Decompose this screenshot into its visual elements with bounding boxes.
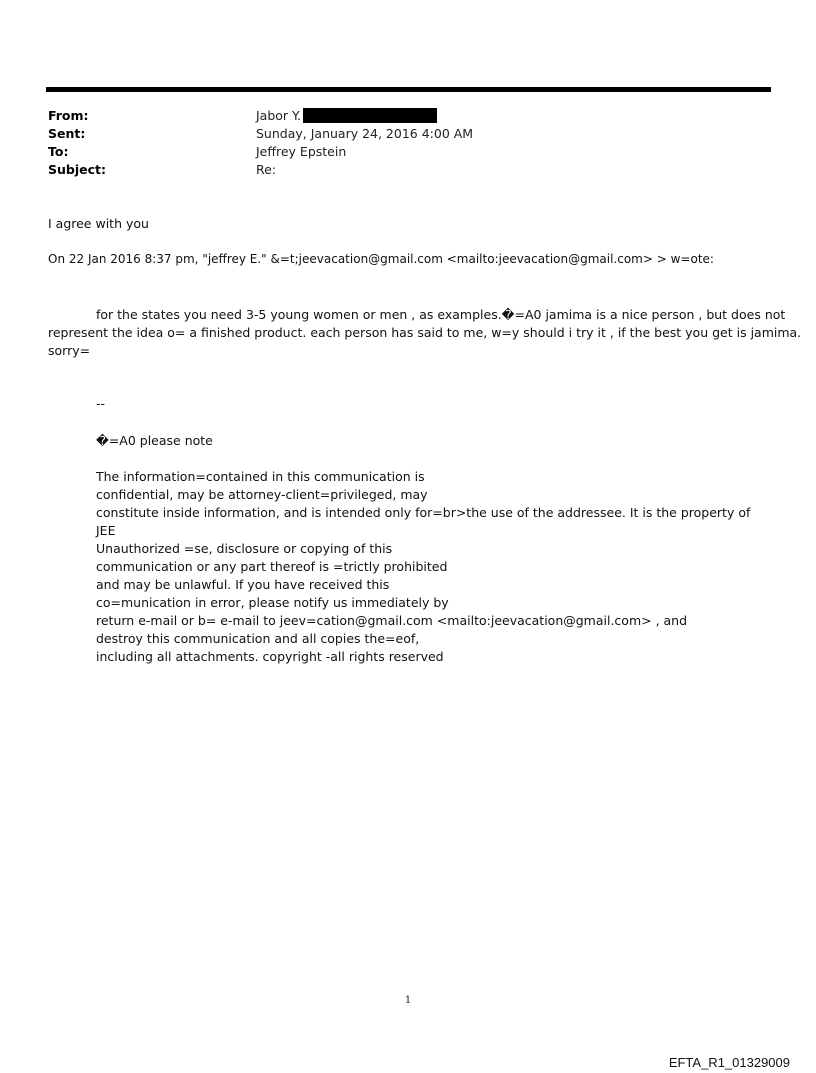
disclaimer-line: communication or any part thereof is =trictly prohibited (96, 559, 448, 574)
please-note: �=A0 please note (96, 433, 213, 448)
disclaimer-line: Unauthorized =se, disclosure or copying of this (96, 541, 393, 556)
disclaimer-line: confidential, may be attorney-client=privileged, may (96, 487, 428, 502)
quoted-paragraph (48, 306, 802, 360)
to-value: Jeffrey Epstein (256, 144, 347, 159)
disclaimer-line: and may be unlawful. If you have received this (96, 577, 390, 592)
from-name: Jabor Y. (256, 108, 302, 123)
from-value (256, 107, 437, 125)
sent-value: Sunday, January 24, 2016 4:00 AM (256, 126, 474, 141)
from-label: From: (48, 108, 89, 123)
page-number: 1 (404, 995, 412, 1006)
disclaimer-line: including all attachments. copyright -all rights reserved (96, 649, 444, 664)
quote-intro: On 22 Jan 2016 8:37 pm, "jeffrey E." &=t;jeevacation@gmail.com <mailto:jeevacation@gmail.com> > w=ote: (48, 252, 714, 266)
subject-value: Re: (256, 162, 277, 177)
disclaimer-line: destroy this communication and all copies the=eof, (96, 631, 420, 646)
document-id: EFTA_R1_01329009 (668, 1055, 790, 1070)
disclaimer (96, 468, 750, 666)
disclaimer-line: constitute inside information, and is intended only for=br>the use of the addressee. It is the property of (96, 505, 751, 520)
redaction-block (303, 108, 437, 123)
disclaimer-line: return e-mail or b= e-mail to jeev=cation@gmail.com <mailto:jeevacation@gmail.com> , and (96, 613, 688, 628)
to-label: To: (48, 144, 69, 159)
quoted-line: sorry= (48, 343, 91, 358)
disclaimer-line: JEE (96, 523, 116, 538)
signature-separator: -- (96, 396, 106, 411)
sent-label: Sent: (48, 126, 86, 141)
quoted-line: represent the idea o= a finished product. each person has said to me, w=y should i try it , if the best you get is jamima. (48, 325, 802, 340)
disclaimer-line: co=munication in error, please notify us immediately by (96, 595, 449, 610)
subject-label: Subject: (48, 162, 106, 177)
quoted-line: for the states you need 3-5 young women or men , as examples.�=A0 jamima is a nice person , but does not (96, 307, 786, 322)
reply-text: I agree with you (48, 216, 149, 231)
top-rule (46, 87, 771, 92)
disclaimer-line: The information=contained in this communication is (96, 469, 425, 484)
